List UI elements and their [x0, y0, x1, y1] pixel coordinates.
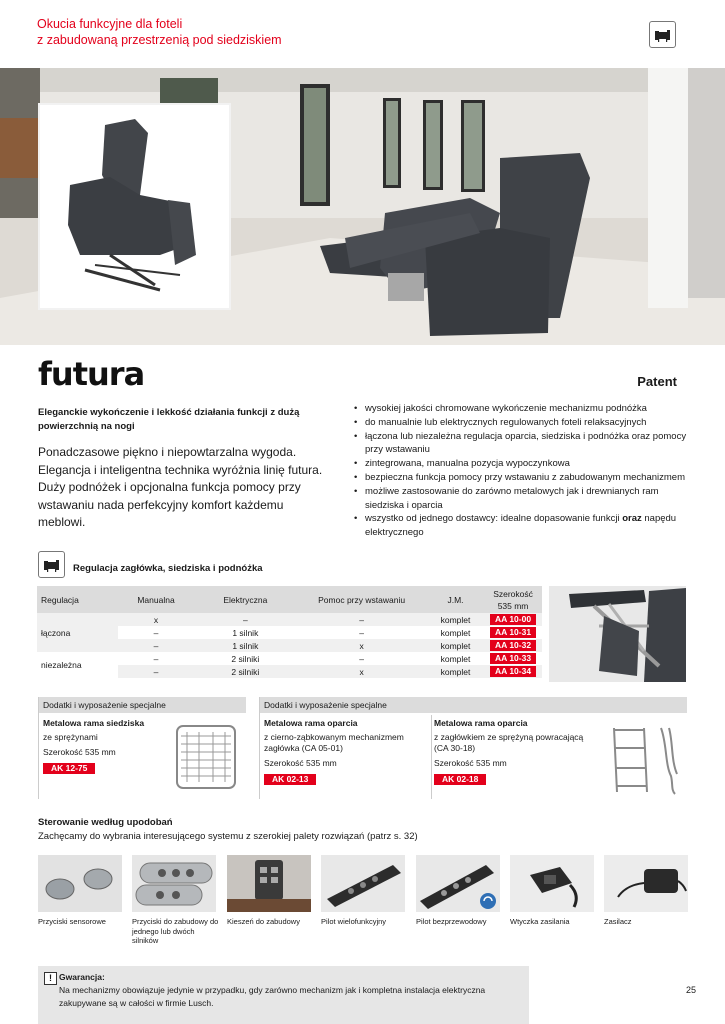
table-cell: – [153, 627, 159, 638]
product-label: Pilot bezprzewodowy [416, 917, 487, 926]
regulation-title: Regulacja zagłówka, siedziska i podnóżka [73, 563, 263, 574]
feature-item: • możliwe zastosowanie do zarówno metalowych jak i drewnianych ram siedziska i oparcia [352, 485, 692, 513]
table-cell: x [296, 665, 427, 678]
product-label: Kieszeń do zabudowy [227, 917, 300, 926]
regulation-table [37, 586, 542, 678]
accessory-desc: ze sprężynami [43, 732, 98, 742]
accessory-seat-info [43, 718, 163, 776]
article-code: AK 02-13 [264, 774, 316, 785]
feature-item: • łączona lub niezależna regulacja oparcia, siedziska i podnóżka oraz pomocy przy wstawaniu [352, 430, 692, 458]
table-group-label: niezależna [37, 652, 118, 678]
table-header-row [37, 586, 542, 613]
accessory-desc: z zagłówkiem ze sprężyną powracającą [434, 732, 584, 742]
accessory-box-back [259, 697, 687, 799]
table-cell: 1 silnik [232, 627, 259, 638]
article-code: AA 10-34 [490, 666, 536, 677]
product-label: Wtyczka zasilania [510, 917, 570, 926]
inset-photo [38, 103, 231, 310]
feature-item [352, 512, 692, 540]
accessory-desc: z cierno-ząbkowanym mechanizmem [264, 732, 404, 742]
warranty-box [38, 966, 529, 1024]
product-label: Zasilacz [604, 917, 632, 926]
control-title: Sterowanie według upodobań [38, 817, 173, 828]
table-header: Elektryczna [194, 586, 296, 613]
intro-headline: Eleganckie wykończenie i lekkość działania funkcji z dużą powierzchnią na nogi [38, 407, 300, 432]
accessory-header: Dodatki i wyposażenie specjalne [260, 697, 687, 713]
accessory-width: Szerokość 535 mm [43, 747, 116, 757]
table-cell: 2 silniki [231, 653, 260, 664]
table-cell: – [118, 665, 195, 678]
seat-frame-image [175, 724, 237, 795]
page-heading-line1: Okucia funkcyjne dla foteli [37, 17, 183, 31]
sensor-buttons-image [38, 855, 122, 912]
article-code: AA 10-32 [490, 640, 536, 651]
product-label: Przyciski do zabudowy do jednego lub dwóch silników [132, 917, 219, 945]
accessory-desc: zagłówka (CA 05-01) [264, 743, 343, 753]
table-cell: komplet [427, 613, 484, 626]
page-number: 25 [686, 985, 697, 995]
chair-lift-icon [649, 21, 676, 48]
feature-text: wszystko od jednego dostawcy: idealne dopasowanie funkcji [365, 513, 623, 525]
article-code: AA 10-00 [490, 614, 536, 625]
warning-icon: ! [44, 972, 57, 985]
patent-badge: Patent [637, 374, 677, 389]
table-row [37, 613, 542, 626]
built-in-buttons-image [132, 855, 216, 912]
accessory-width: Szerokość 535 mm [264, 758, 337, 768]
back-frame-image [609, 724, 684, 801]
divider [431, 715, 432, 799]
table-cell: komplet [427, 639, 484, 652]
table-cell [484, 613, 542, 626]
accessory-title: Metalowa rama oparcia [434, 718, 528, 728]
mechanism-photo [549, 586, 686, 682]
table-cell: – [359, 653, 364, 664]
accessory-back1-info [264, 718, 429, 787]
table-header: J.M. [427, 586, 484, 613]
product-label: Przyciski sensorowe [38, 917, 106, 926]
power-socket-image [510, 855, 594, 912]
table-cell: x [118, 613, 195, 626]
feature-text: napędu elektrycznego [365, 513, 677, 539]
accessory-back2-info [434, 718, 609, 787]
article-code: AK 02-18 [434, 774, 486, 785]
multifunction-remote-image [321, 855, 405, 912]
table-cell: komplet [440, 653, 471, 664]
table-cell: x [296, 639, 427, 652]
feature-text-bold: oraz [622, 513, 642, 525]
article-code: AA 10-33 [490, 653, 536, 664]
table-cell [484, 626, 542, 639]
table-header: Pomoc przy wstawaniu [296, 586, 427, 613]
wireless-remote-image [416, 855, 500, 912]
table-header: Szerokość 535 mm [484, 586, 542, 613]
table-cell: – [359, 627, 364, 638]
table-cell: 2 silniki [194, 665, 296, 678]
chair-lift-icon [38, 551, 65, 578]
feature-item: • bezpieczna funkcja pomocy przy wstawaniu z zabudowanym mechanizmem [352, 471, 692, 485]
feature-list [352, 402, 692, 540]
warranty-text: Na mechanizmy obowiązuje jedynie w przypadku, gdy zarówno mechanizm jak i kompletna instalacja elektryczna zakupywane są w całości w firmie Lusch. [59, 985, 486, 1008]
warranty-title: Gwarancja: [59, 972, 105, 982]
accessory-header: Dodatki i wyposażenie specjalne [39, 697, 246, 713]
table-cell: – [194, 613, 296, 626]
feature-item: • zintegrowana, manualna pozycja wypoczynkowa [352, 457, 692, 471]
article-code: AA 10-31 [490, 627, 536, 638]
table-cell: – [153, 653, 159, 664]
accessory-title: Metalowa rama oparcia [264, 718, 358, 728]
table-cell: – [296, 613, 427, 626]
table-cell [484, 665, 542, 678]
power-supply-image [604, 855, 688, 912]
accessory-desc: (CA 30-18) [434, 743, 476, 753]
page-heading-line2: z zabudowaną przestrzenią pod siedziskiem [37, 33, 282, 47]
table-group-label: łączona [37, 613, 118, 652]
table-cell [484, 652, 542, 665]
table-cell: komplet [440, 627, 471, 638]
table-header: Regulacja [37, 586, 118, 613]
product-label: Pilot wielofunkcyjny [321, 917, 387, 926]
table-cell: komplet [427, 665, 484, 678]
control-desc: Zachęcamy do wybrania interesującego systemu z szerokiej palety rozwiązań (patrz s. 32) [38, 831, 418, 842]
table-header: Manualna [118, 586, 195, 613]
intro-text: Ponadczasowe piękno i niepowtarzalna wygoda. Elegancja i inteligentna technika wyróżnia linię futura. Duży podnóżek i opcjonalna funkcja pomocy przy wstawaniu nada perfekcyjny komfort każdemu meblowi. [38, 445, 323, 529]
product-logo: futura [38, 355, 145, 393]
accessory-box-seat [38, 697, 246, 799]
built-in-pocket-image [227, 855, 311, 912]
table-cell: – [118, 639, 195, 652]
page-heading [37, 16, 282, 48]
feature-item: • wysokiej jakości chromowane wykończenie mechanizmu podnóżka [352, 402, 692, 416]
table-cell [484, 639, 542, 652]
accessory-title: Metalowa rama siedziska [43, 718, 145, 728]
accessory-width: Szerokość 535 mm [434, 758, 507, 768]
feature-item: • do manualnie lub elektrycznych regulowanych foteli relaksacyjnych [352, 416, 692, 430]
table-row [37, 652, 542, 665]
article-code: AK 12-75 [43, 763, 95, 774]
table-cell: 1 silnik [194, 639, 296, 652]
